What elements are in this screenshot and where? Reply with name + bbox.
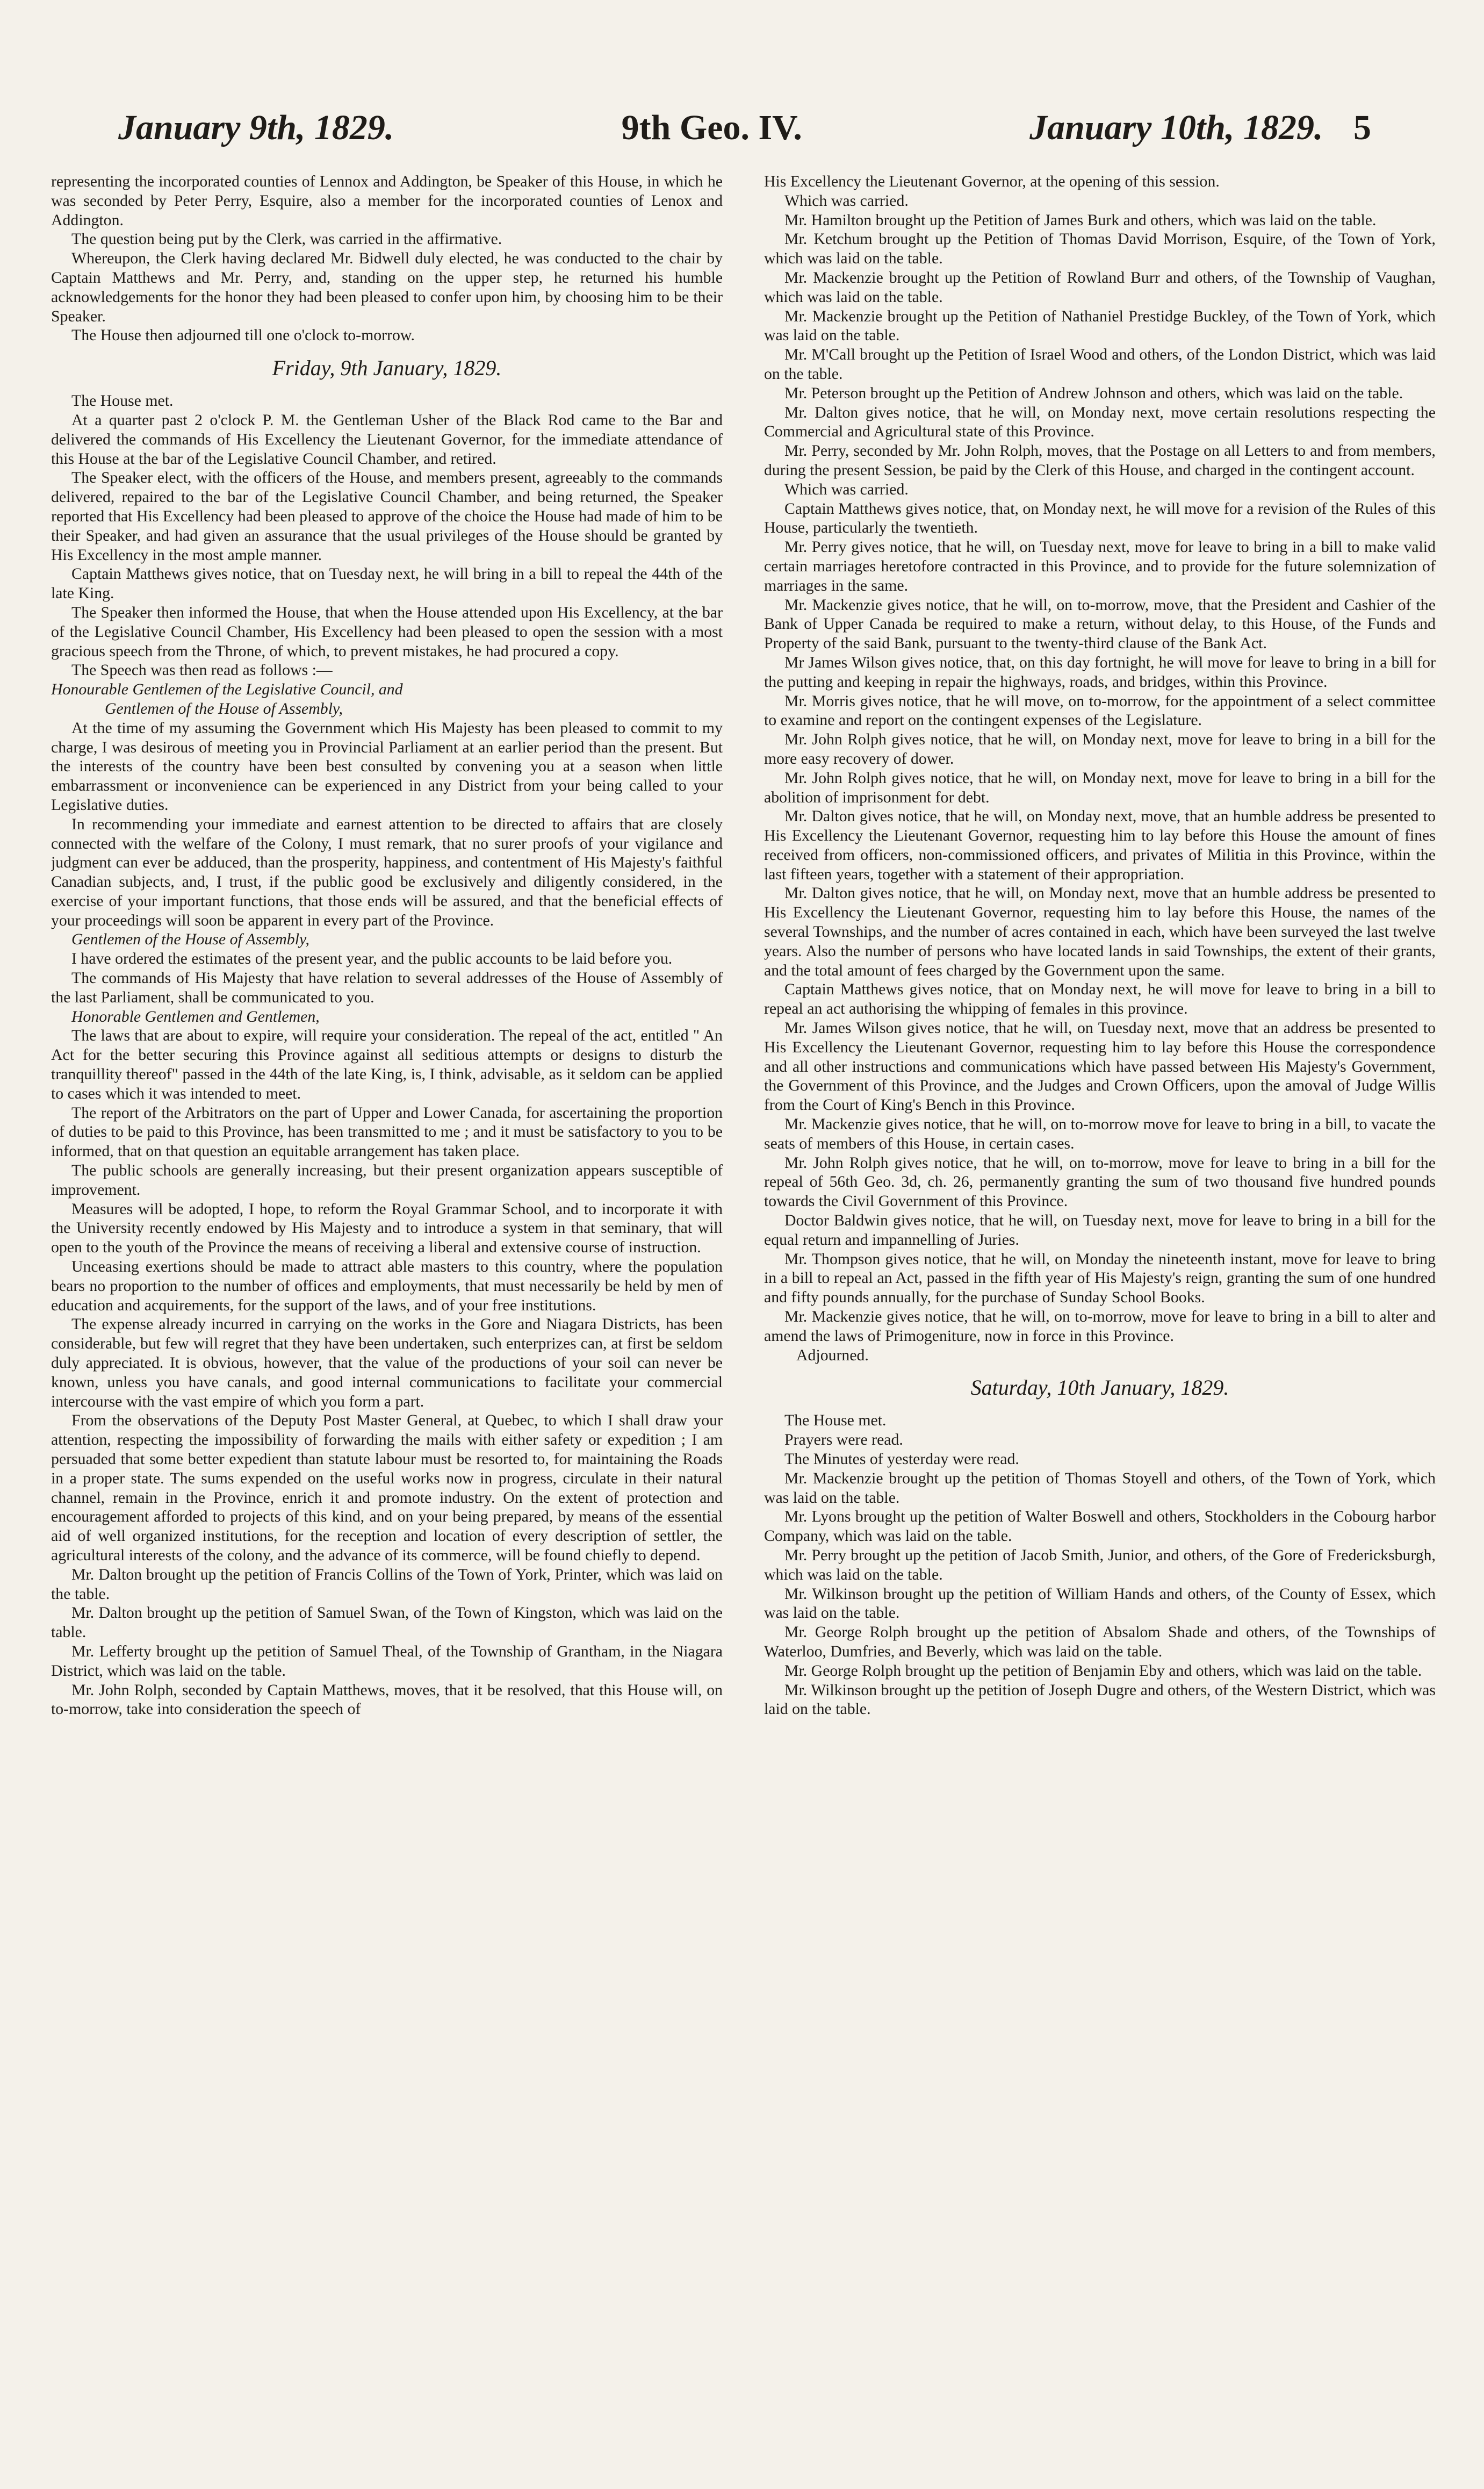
paragraph: Mr. Perry gives notice, that he will, on Tuesday next, move for leave to bring in a bill to make valid certain marriages heretofore contracted in this Province, and to provide for the future solemnization of marriages in the same. [764, 538, 1436, 594]
paragraph: Whereupon, the Clerk having declared Mr. Bidwell duly elected, he was conducted to the chair by Captain Matthews and Mr. Perry, and, standing on the upper step, he returned his humble acknowledgements for the honor they had been pleased to confer upon him, by choosing him to be their Speaker. [51, 249, 723, 325]
speech-address: Honourable Gentlemen of the Legislative Council, and [51, 680, 403, 699]
paragraph: Mr. John Rolph gives notice, that he will, on to-morrow, move for leave to bring in a bill for the repeal of 56th Geo. 3d, ch. 26, permanently granting the sum of two thousand five hundred pounds towards the Civil Government of this Province. [764, 1153, 1436, 1210]
paragraph: Captain Matthews gives notice, that, on Monday next, he will move for a revision of the Rules of this House, particularly the twentieth. [764, 499, 1436, 537]
dateline-heading: Friday, 9th January, 1829. [272, 356, 502, 381]
paragraph: Captain Matthews gives notice, that on Monday next, he will move for leave to bring in a bill to repeal an act authorising the whipping of females in this province. [764, 980, 1436, 1018]
paragraph: representing the incorporated counties of Lennox and Addington, be Speaker of this House, in which he was seconded by Peter Perry, Esquire, also a member for the incorporated counties of Lenox and Addington. [51, 173, 723, 229]
paragraph: Doctor Baldwin gives notice, that he will, on Tuesday next, move for leave to bring in a bill for the equal return and impannelling of Juries. [764, 1211, 1436, 1249]
paragraph: The report of the Arbitrators on the part of Upper and Lower Canada, for ascertaining the proportion of duties to be paid to this Province, has been transmitted to me ; and it must be satisfactory to you to be informed, that on that question an equitable arrangement has taken place. [51, 1103, 723, 1160]
paragraph: Which was carried. [784, 191, 909, 210]
paragraph: The House met. [784, 1411, 887, 1430]
header-regnal-year: 9th Geo. IV. [621, 108, 802, 147]
paragraph: The laws that are about to expire, will require your consideration. The repeal of the act, entitled " An Act for the better securing this Province against all seditious attempts or designs to disturb the tranquillity thereof" passed in the 44th of the late King, is, I think, advisable, as it seldom can be applied to cases which it was intended to meet. [51, 1027, 723, 1102]
paragraph: At the time of my assuming the Government which His Majesty has been pleased to commit to my charge, I was desirous of meeting you in Provincial Parliament at an earlier period than the present. But the interests of the country have been best consulted by convening you at a season when little embarrassment or inconvenience can be experienced in any District from your being called to your Legislative duties. [51, 719, 723, 814]
paragraph: Mr. Dalton gives notice, that he will, on Monday next, move that an humble address be presented to His Excellency the Lieutenant Governor, requesting him to lay before this House, the names of the several Townships, and the number of acres contained in each, which have been surveyed the last twelve years. Also the number of persons who have located lands in said Townships, the extent of their grants, and the total amount of fees charged by the Government upon the same. [764, 884, 1436, 979]
paragraph: The expense already incurred in carrying on the works in the Gore and Niagara Districts, has been considerable, but few will regret that they have been undertaken, such enterprizes can, at first be seldom duly appreciated. It is obvious, however, that the value of the productions of your soil can never be known, unless you have canals, and good internal communications to facilitate your commercial intercourse with the vast empire of which you form a part. [51, 1315, 723, 1410]
paragraph: The Speech was then read as follows :— [71, 661, 333, 679]
paragraph: Which was carried. [784, 480, 909, 498]
paragraph: Mr. Mackenzie brought up the Petition of Rowland Burr and others, of the Township of Vaughan, which was laid on the table. [764, 268, 1436, 306]
paragraph: Mr. Peterson brought up the Petition of Andrew Johnson and others, which was laid on the table. [784, 384, 1403, 402]
paragraph: The question being put by the Clerk, was carried in the affirmative. [71, 230, 502, 248]
paragraph: Mr James Wilson gives notice, that, on this day fortnight, he will move for leave to bring in a bill for the putting and keeping in repair the highways, roads, and bridges, within this Province. [764, 653, 1436, 691]
paragraph: Mr. Mackenzie gives notice, that he will, on to-morrow, move for leave to bring in a bill to alter and amend the laws of Primogeniture, now in force in this Province. [764, 1308, 1436, 1345]
header-left-date: January 9th, 1829. [118, 108, 394, 147]
paragraph: Mr. Ketchum brought up the Petition of Thomas David Morrison, Esquire, of the Town of York, which was laid on the table. [764, 230, 1436, 268]
speech-address: Gentlemen of the House of Assembly, [105, 699, 343, 718]
paragraph: Prayers were read. [784, 1431, 903, 1449]
paragraph: At a quarter past 2 o'clock P. M. the Gentleman Usher of the Black Rod came to the Bar and delivered the commands of His Excellency the Lieutenant Governor, for the immediate attendance of this House at the bar of the Legislative Council Chamber, and retired. [51, 411, 723, 468]
paragraph: Mr. Wilkinson brought up the petition of Joseph Dugre and others, of the Western District, which was laid on the table. [764, 1681, 1436, 1718]
paragraph: Mr. Mackenzie brought up the Petition of Nathaniel Prestidge Buckley, of the Town of York, which was laid on the table. [764, 307, 1436, 345]
header-right-date: January 10th, 1829. [1029, 108, 1323, 147]
paragraph: The Speaker elect, with the officers of the House, and members present, agreeably to the commands delivered, repaired to the bar of the Legislative Council Chamber, and being returned, the Speaker reported that His Excellency had been pleased to approve of the choice the House had made of him to be their Speaker, and had given an assurance that the usual privileges of the House should be granted by His Excellency in the most ample manner. [51, 469, 723, 564]
paragraph: Mr. Perry, seconded by Mr. John Rolph, moves, that the Postage on all Letters to and from members, during the present Session, be paid by the Clerk of this House, and charged in the contingent account. [764, 442, 1436, 479]
paragraph: Mr. James Wilson gives notice, that he will, on Tuesday next, move that an address be presented to His Excellency the Lieutenant Governor, requesting him to lay before this House the correspondence and all other instructions and communications which have passed between His Majesty's Government, the Government of this Province, and the Judges and Crown Officers, upon the amoval of Judge Willis from the Court of King's Bench in this Province. [764, 1019, 1436, 1114]
page-header [118, 107, 1371, 161]
text-columns [51, 172, 1436, 2425]
paragraph: The House met. [71, 392, 174, 410]
paragraph: Mr. Mackenzie brought up the petition of Thomas Stoyell and others, of the Town of York, which was laid on the table. [764, 1469, 1436, 1507]
paragraph: Mr. Hamilton brought up the Petition of James Burk and others, which was laid on the table. [784, 211, 1377, 229]
paragraph: The commands of His Majesty that have relation to several addresses of the House of Assembly of the last Parliament, shall be communicated to you. [51, 969, 723, 1006]
paragraph: Mr. George Rolph brought up the petition of Absalom Shade and others, of the Townships of Waterloo, Dumfries, and Beverly, which was laid on the table. [764, 1623, 1436, 1660]
paragraph: I have ordered the estimates of the present year, and the public accounts to be laid before you. [71, 950, 673, 968]
paragraph: Mr. John Rolph gives notice, that he will, on Monday next, move for leave to bring in a bill for the more easy recovery of dower. [764, 730, 1436, 767]
paragraph: Mr. John Rolph gives notice, that he will, on Monday next, move for leave to bring in a bill for the abolition of imprisonment for debt. [764, 769, 1436, 806]
paragraph: Mr. Dalton gives notice, that he will, on Monday next, move, that an humble address be presented to His Excellency the Lieutenant Governor, requesting him to lay before this House the amount of fines received from officers, non-commissioned officers, and privates of Militia in this Province, within the last fifteen years, together with a statement of their appropriation. [764, 807, 1436, 883]
paragraph: In recommending your immediate and earnest attention to be directed to affairs that are closely connected with the welfare of the Colony, I must remark, that no surer proofs of your vigilance and judgment can ever be adduced, than the prosperity, happiness, and contentment of His Majesty's faithful Canadian subjects, and, I trust, if the public good be exclusively and diligently considered, in the exercise of your important functions, that those ends will be assured, and that the beneficial effects of your proceedings will soon be apparent in every part of the Province. [51, 815, 723, 929]
paragraph: Mr. Dalton brought up the petition of Samuel Swan, of the Town of Kingston, which was laid on the table. [51, 1604, 723, 1641]
paragraph: The public schools are generally increasing, but their present organization appears susceptible of improvement. [51, 1161, 723, 1199]
paragraph: Mr. Morris gives notice, that he will move, on to-morrow, for the appointment of a select committee to examine and report on the contingent expenses of the Legislature. [764, 692, 1436, 729]
paragraph: Captain Matthews gives notice, that on Tuesday next, he will bring in a bill to repeal the 44th of the late King. [51, 565, 723, 602]
paragraph: Mr. Lefferty brought up the petition of Samuel Theal, of the Township of Grantham, in the Niagara District, which was laid on the table. [51, 1642, 723, 1680]
paragraph: Mr. Lyons brought up the petition of Walter Boswell and others, Stockholders in the Cobourg harbor Company, which was laid on the table. [764, 1508, 1436, 1545]
page-number: 5 [1353, 108, 1371, 147]
paragraph: The Speaker then informed the House, that when the House attended upon His Excellency, at the bar of the Legislative Council Chamber, His Excellency had been pleased to open the session with a most gracious speech from the Throne, of which, to prevent mistakes, he had procured a copy. [51, 603, 723, 660]
speech-subheading: Gentlemen of the House of Assembly, [71, 930, 310, 949]
dateline-heading: Saturday, 10th January, 1829. [970, 1375, 1229, 1400]
paragraph: From the observations of the Deputy Post Master General, at Quebec, to which I shall draw your attention, respecting the impossibility of forwarding the mails with either safety or expedition ; I am persuaded that some better expedient than statute labour must be resorted to, for maintaining the Roads in a proper state. The sums expended on the useful works now in progress, circulate in their natural channel, remain in the Province, enrich it and promote industry. On the extent of protection and encouragement afforded to projects of this kind, and on your being prepared, by means of the essential aid of well organized institutions, for the reception and location of every description of settler, the agricultural interests of the colony, and the advance of its commerce, will be found chiefly to depend. [51, 1411, 723, 1564]
speech-subheading: Honorable Gentlemen and Gentlemen, [71, 1007, 320, 1025]
paragraph: Unceasing exertions should be made to attract able masters to this country, where the population bears no proportion to the number of offices and employments, that must necessarily be held by men of education and acquirements, for the support of the laws, and of your free institutions. [51, 1258, 723, 1314]
paragraph: Mr. M'Call brought up the Petition of Israel Wood and others, of the London District, which was laid on the table. [764, 346, 1436, 383]
adjourned-line: Adjourned. [796, 1346, 869, 1364]
paragraph: Mr. Mackenzie gives notice, that he will, on to-morrow move for leave to bring in a bill, to vacate the seats of members of this House, in certain cases. [764, 1115, 1436, 1152]
paragraph: Mr. Wilkinson brought up the petition of William Hands and others, of the County of Essex, which was laid on the table. [764, 1584, 1436, 1622]
paragraph: Mr. John Rolph, seconded by Captain Matthews, moves, that it be resolved, that this House will, on to-morrow, take into consideration the speech of [51, 1681, 723, 1718]
right-column [764, 172, 1436, 2425]
paragraph: Mr. George Rolph brought up the petition of Benjamin Eby and others, which was laid on the table. [784, 1661, 1422, 1680]
paragraph: Mr. Dalton brought up the petition of Francis Collins of the Town of York, Printer, which was laid on the table. [51, 1565, 723, 1603]
paragraph: Mr. Dalton gives notice, that he will, on Monday next, move certain resolutions respecting the Commercial and Agricultural state of this Province. [764, 403, 1436, 441]
left-column [51, 172, 723, 2425]
paragraph: The House then adjourned till one o'clock to-morrow. [71, 326, 415, 345]
paragraph: Measures will be adopted, I hope, to reform the Royal Grammar School, and to incorporate it with the University recently endowed by His Majesty and to introduce a system in that seminary, that will open to the youth of the Province the means of receiving a liberal and extensive course of instruction. [51, 1200, 723, 1257]
paragraph: The Minutes of yesterday were read. [784, 1450, 1019, 1468]
paragraph: Mr. Thompson gives notice, that he will, on Monday the nineteenth instant, move for leave to bring in a bill to repeal an Act, passed in the fifth year of His Majesty's reign, granting the sum of one hundred and fifty pounds annually, for the purchase of Sunday School Books. [764, 1250, 1436, 1307]
paragraph: Mr. Perry brought up the petition of Jacob Smith, Junior, and others, of the Gore of Fredericksburgh, which was laid on the table. [764, 1546, 1436, 1583]
paragraph: Mr. Mackenzie gives notice, that he will, on to-morrow, move, that the President and Cashier of the Bank of Upper Canada be required to make a return, without delay, to this House, of the Funds and Property of the said Bank, pursuant to the twenty-third clause of the Bank Act. [764, 596, 1436, 652]
paragraph: His Excellency the Lieutenant Governor, at the opening of this session. [764, 173, 1220, 190]
